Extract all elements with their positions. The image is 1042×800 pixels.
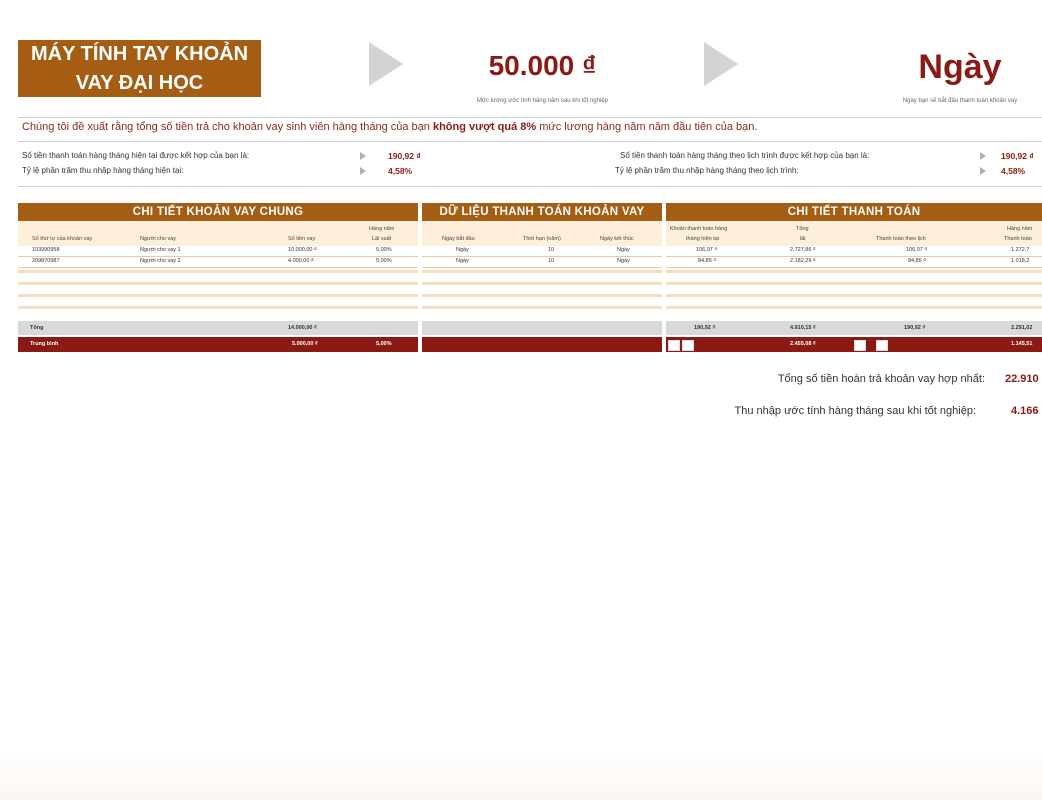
- total-scheduled-payment: 190,92 ₫: [904, 325, 926, 331]
- arrow-right-icon: [369, 42, 403, 86]
- summary-right-label-1: Số tiền thanh toán hàng tháng theo lịch trình được kết hợp của bạn là:: [620, 151, 870, 160]
- total-annual-payment: 2.291,02: [1011, 325, 1033, 331]
- triangle-right-icon: [360, 167, 366, 175]
- summary-left-value-2: 4,58%: [388, 166, 413, 176]
- payment-header-row: [666, 221, 1042, 246]
- total-current-payment: 190,92 ₫: [694, 325, 716, 331]
- checkbox[interactable]: [682, 340, 694, 351]
- total-row: [666, 321, 1042, 335]
- col-rate-line2: Lãi suất: [372, 236, 392, 242]
- cell-term[interactable]: 10: [548, 258, 555, 264]
- col-scheduled-payment: Thanh toán theo lịch: [876, 236, 926, 242]
- cell-start-date[interactable]: Ngày: [456, 258, 469, 264]
- payment-table: [666, 203, 1042, 352]
- cell-start-date[interactable]: Ngày: [456, 247, 469, 253]
- col-amount: Số tiền vay: [288, 236, 316, 242]
- total-label: Tổng: [30, 325, 44, 331]
- average-label: Trung bình: [30, 341, 59, 347]
- general-loan-table: [18, 203, 418, 352]
- salary-value[interactable]: 50.000 ₫: [488, 50, 597, 81]
- table-row[interactable]: [18, 257, 418, 268]
- recommendation-notice: [22, 121, 757, 133]
- table-row[interactable]: [666, 246, 1042, 257]
- checkbox[interactable]: [854, 340, 866, 351]
- cell-loan-id[interactable]: 103990958: [32, 247, 60, 253]
- repayment-title: DỮ LIỆU THANH TOÁN KHOẢN VAY: [422, 203, 662, 221]
- repayment-header-row: [422, 221, 662, 246]
- summary-left-label-1: Số tiền thanh toán hàng tháng hiện tại được kết hợp của bạn là:: [22, 151, 250, 160]
- col-loan-id: Số thứ tự của khoản vay: [32, 236, 93, 242]
- calculator-title: [18, 40, 261, 97]
- cell-amount[interactable]: 4.000,00 ₫: [288, 258, 314, 264]
- total-row: [422, 321, 662, 335]
- col-total-interest-line2: lãi: [800, 236, 806, 242]
- col-lender: Người cho vay: [140, 236, 177, 242]
- empty-row[interactable]: [666, 282, 1042, 285]
- col-current-payment-line1: Khoản thanh toán hàng: [670, 226, 728, 232]
- triangle-right-icon: [360, 152, 366, 160]
- notice-bold: không vượt quá 8%: [432, 121, 537, 133]
- cell-loan-id[interactable]: 209870987: [32, 258, 60, 264]
- repayment-table: [422, 203, 662, 352]
- checkbox[interactable]: [668, 340, 680, 351]
- cell-current-payment[interactable]: 106,07 ₫: [696, 247, 718, 253]
- payment-title: CHI TIẾT THANH TOÁN: [666, 203, 1042, 221]
- cell-end-date[interactable]: Ngày: [617, 258, 630, 264]
- col-annual-line2: Thanh toán: [1004, 236, 1032, 242]
- summary-right-label-2: Tỷ lệ phần trăm thu nhập hàng tháng theo lịch trình:: [615, 166, 799, 175]
- empty-row[interactable]: [422, 294, 662, 297]
- triangle-right-icon: [980, 152, 986, 160]
- total-interest: 4.910,15 ₫: [790, 325, 816, 331]
- general-loan-header-row: [18, 221, 418, 246]
- cell-annual-payment[interactable]: 1.272,7: [1011, 247, 1030, 253]
- total-repayment-label: Tổng số tiền hoàn trả khoản vay hợp nhất:: [777, 373, 985, 385]
- table-row[interactable]: [666, 257, 1042, 268]
- cell-end-date[interactable]: Ngày: [617, 247, 630, 253]
- average-amount: 5.000,00 ₫: [292, 341, 318, 347]
- title-line-2: VAY ĐẠI HỌC: [75, 71, 204, 94]
- cell-scheduled-payment[interactable]: 106,07 ₫: [906, 247, 928, 253]
- empty-row[interactable]: [666, 270, 1042, 273]
- salary-caption: Mức lương ước tính hàng năm sau khi tốt nghiệp: [477, 98, 608, 104]
- cell-term[interactable]: 10: [548, 247, 555, 253]
- summary-left-value-1: 190,92 ₫: [388, 151, 421, 161]
- cell-amount[interactable]: 10.000,00 ₫: [288, 247, 317, 253]
- col-total-interest-line1: Tổng: [796, 226, 809, 232]
- total-amount: 14.000,00 ₫: [288, 325, 317, 331]
- empty-row[interactable]: [422, 282, 662, 285]
- table-row[interactable]: [18, 246, 418, 257]
- total-row: [18, 321, 418, 335]
- empty-row[interactable]: [18, 294, 418, 297]
- col-end-date: Ngày kết thúc: [600, 236, 634, 242]
- table-row[interactable]: [422, 257, 662, 268]
- empty-row[interactable]: [18, 270, 418, 273]
- date-value[interactable]: Ngày: [918, 48, 1002, 86]
- title-line-1: MÁY TÍNH TAY KHOẢN: [30, 42, 249, 65]
- empty-row[interactable]: [18, 282, 418, 285]
- average-rate: 5,00%: [376, 341, 392, 347]
- divider: [18, 141, 1042, 142]
- cell-lender[interactable]: Người cho vay 2: [140, 258, 181, 264]
- col-rate-line1: Hàng năm: [369, 226, 395, 232]
- cell-scheduled-payment[interactable]: 84,85 ₫: [908, 258, 927, 264]
- cell-current-payment[interactable]: 84,85 ₫: [698, 258, 717, 264]
- average-row: [18, 337, 418, 352]
- cell-rate[interactable]: 5,00%: [376, 258, 392, 264]
- summary-right-value-1: 190,92 ₫: [1001, 151, 1034, 161]
- col-current-payment-line2: tháng hiện tại: [686, 236, 720, 242]
- notice-suffix: mức lương hàng năm năm đầu tiên của bạn.: [536, 121, 758, 133]
- average-row: [422, 337, 662, 352]
- empty-row[interactable]: [666, 294, 1042, 297]
- divider: [18, 186, 1042, 187]
- income-value: 4.166: [1011, 405, 1039, 417]
- checkbox[interactable]: [876, 340, 888, 351]
- summary-right-value-2: 4,58%: [1001, 166, 1026, 176]
- arrow-right-icon: [704, 42, 738, 86]
- col-annual-line1: Hàng năm: [1007, 226, 1033, 232]
- divider: [18, 117, 1042, 118]
- empty-row[interactable]: [18, 306, 418, 309]
- table-row[interactable]: [422, 246, 662, 257]
- bottom-fade: [0, 750, 1042, 800]
- col-term: Thời hạn (năm): [523, 236, 561, 242]
- triangle-right-icon: [980, 167, 986, 175]
- cell-annual-payment[interactable]: 1.018,2: [1011, 258, 1030, 264]
- col-start-date: Ngày bắt đầu: [442, 236, 475, 242]
- cell-lender[interactable]: Người cho vay 1: [140, 247, 181, 253]
- summary-left-label-2: Tỷ lệ phần trăm thu nhập hàng tháng hiện tại:: [22, 166, 184, 175]
- average-row: [666, 337, 1042, 352]
- notice-prefix: Chúng tôi đề xuất rằng tổng số tiền trả cho khoản vay sinh viên hàng tháng của bạn: [22, 121, 433, 133]
- cell-total-interest[interactable]: 2.182,29 ₫: [790, 258, 816, 264]
- general-loan-title: CHI TIẾT KHOẢN VAY CHUNG: [18, 203, 418, 221]
- average-interest: 2.455,08 ₫: [790, 341, 816, 347]
- average-annual-payment: 1.145,51: [1011, 341, 1033, 347]
- date-caption: Ngày bạn sẽ bắt đầu thanh toán khoản vay: [902, 98, 1018, 104]
- income-label: Thu nhập ước tính hàng tháng sau khi tốt nghiệp:: [734, 405, 976, 417]
- empty-row[interactable]: [422, 270, 662, 273]
- empty-row[interactable]: [422, 306, 662, 309]
- total-repayment-value: 22.910: [1005, 373, 1039, 385]
- empty-row[interactable]: [666, 306, 1042, 309]
- cell-total-interest[interactable]: 2.727,86 ₫: [790, 247, 816, 253]
- cell-rate[interactable]: 5,00%: [376, 247, 392, 253]
